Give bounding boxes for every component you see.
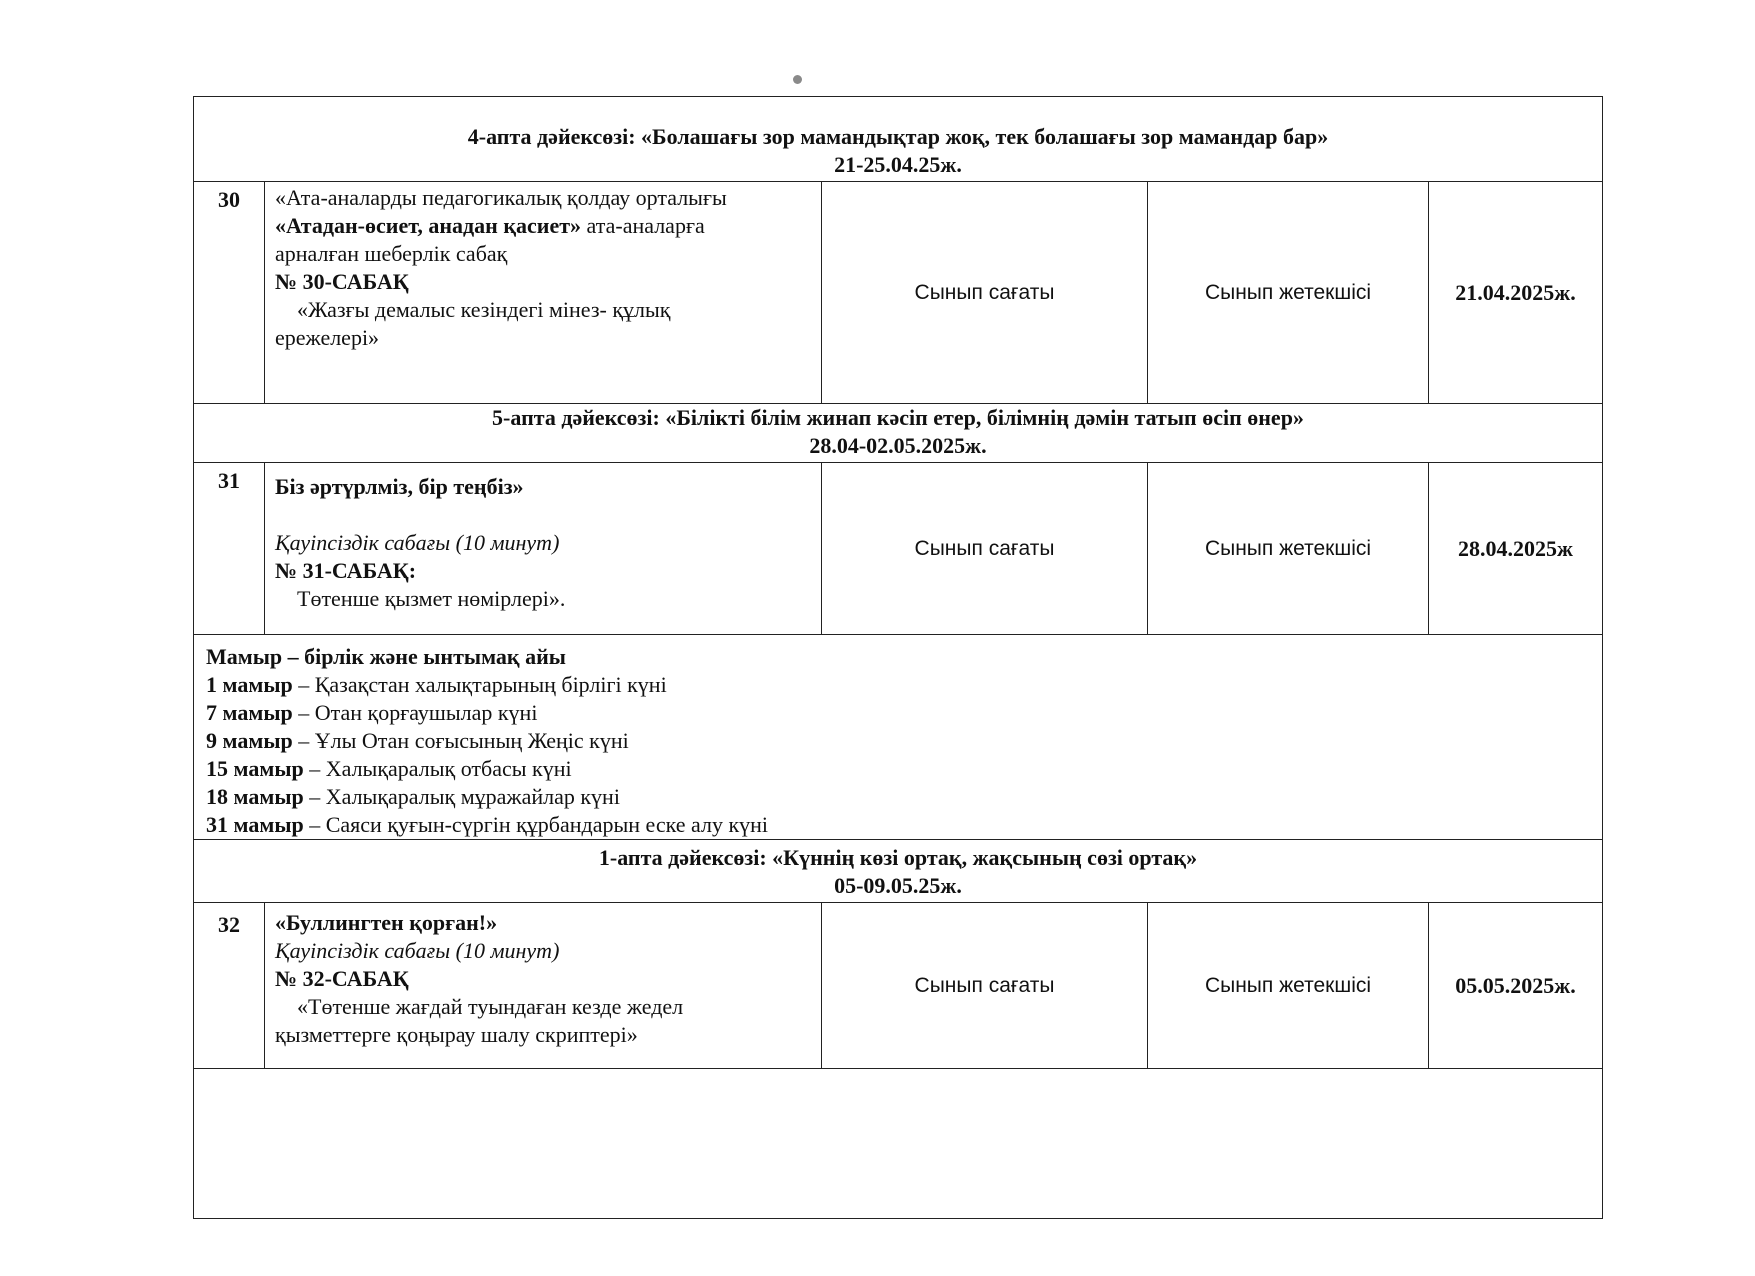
lesson-title: «Буллингтен қорған!» (275, 910, 498, 935)
event-date: 21.04.2025ж. (1429, 182, 1603, 404)
lesson-number: № 32-САБАҚ (275, 966, 409, 991)
lesson-number: № 30-САБАҚ (275, 269, 409, 294)
month-row (194, 635, 1603, 840)
week-dates: 21-25.04.25ж. (834, 152, 962, 177)
month-day-line (206, 783, 1590, 811)
lesson-line: ережелері» (275, 325, 380, 350)
empty-cell (194, 1069, 1603, 1219)
day-label: 7 мамыр (206, 700, 293, 725)
row-number: 31 (194, 463, 265, 635)
day-text: – Халықаралық мұражайлар күні (303, 784, 620, 809)
lesson-line: арналған шеберлік сабақ (275, 241, 508, 266)
responsible: Сынып жетекшісі (1148, 903, 1429, 1069)
week-header-row (194, 404, 1603, 463)
lesson-title-cell (265, 463, 822, 635)
week-header-row (194, 840, 1603, 903)
week-dates: 28.04-02.05.2025ж. (809, 433, 987, 458)
event-type: Сынып сағаты (822, 903, 1148, 1069)
month-title: Мамыр – бірлік және ынтымақ айы (206, 644, 566, 669)
month-day-line (206, 755, 1590, 783)
lesson-subtitle: Қауіпсіздік сабағы (10 минут) (275, 938, 560, 963)
lesson-topic: «Төтенше жағдай туындаған кезде жедел (297, 994, 684, 1019)
day-label: 1 мамыр (206, 672, 293, 697)
week-header-cell (194, 840, 1603, 903)
lesson-title: Біз әртүрлміз, бір теңбіз» (275, 474, 524, 499)
row-number: 30 (194, 182, 265, 404)
day-text: – Қазақстан халықтарының бірлігі күні (292, 672, 667, 697)
responsible: Сынып жетекшісі (1148, 463, 1429, 635)
event-date: 28.04.2025ж (1429, 463, 1603, 635)
day-text: – Ұлы Отан соғысының Жеңіс күні (292, 728, 629, 753)
schedule-table (193, 96, 1603, 1219)
month-day-line (206, 671, 1590, 699)
day-label: 9 мамыр (206, 728, 293, 753)
event-type: Сынып сағаты (822, 182, 1148, 404)
table-row (194, 463, 1603, 635)
empty-row (194, 1069, 1603, 1219)
day-label: 18 мамыр (206, 784, 304, 809)
row-number: 32 (194, 903, 265, 1069)
table-row (194, 903, 1603, 1069)
day-text: – Халықаралық отбасы күні (303, 756, 572, 781)
lesson-line (275, 212, 813, 240)
responsible: Сынып жетекшісі (1148, 182, 1429, 404)
day-label: 15 мамыр (206, 756, 304, 781)
lesson-topic: Төтенше қызмет нөмірлері». (297, 586, 566, 611)
lesson-title-cell (265, 903, 822, 1069)
week-quote: 5-апта дәйексөзі: «Білікті білім жинап кәсіп етер, білімнің дәмін татып өсіп өнер» (492, 405, 1304, 430)
lesson-title-cell (265, 182, 822, 404)
lesson-number: № 31-САБАҚ: (275, 558, 417, 583)
week-quote: 1-апта дәйексөзі: «Күннің көзі ортақ, жақсының сөзі ортақ» (598, 845, 1198, 870)
month-day-line (206, 811, 1590, 839)
lesson-topic: «Жазғы демалыс кезіндегі мінез- құлық (297, 297, 671, 322)
week-header-row (194, 97, 1603, 182)
month-day-line (206, 699, 1590, 727)
lesson-line-rest: ата-аналарға (581, 213, 705, 238)
lesson-line: «Ата-аналарды педагогикалық қолдау орталығы (275, 185, 727, 210)
lesson-line-bold: «Атадан-өсиет, анадан қасиет» (275, 213, 582, 238)
day-label: 31 мамыр (206, 812, 304, 837)
scan-dot (793, 75, 802, 84)
day-text: – Саяси қуғын-сүргін құрбандарын еске алу күні (303, 812, 769, 837)
week-header-cell (194, 97, 1603, 182)
week-quote: 4-апта дәйексөзі: «Болашағы зор мамандықтар жоқ, тек болашағы зор мамандар бар» (467, 124, 1329, 149)
lesson-line: қызметтерге қоңырау шалу скриптері» (275, 1022, 638, 1047)
event-type: Сынып сағаты (822, 463, 1148, 635)
day-text: – Отан қорғаушылар күні (292, 700, 538, 725)
week-dates: 05-09.05.25ж. (834, 873, 962, 898)
event-date: 05.05.2025ж. (1429, 903, 1603, 1069)
table-row (194, 182, 1603, 404)
lesson-subtitle: Қауіпсіздік сабағы (10 минут) (275, 530, 560, 555)
month-day-line (206, 727, 1590, 755)
week-header-cell (194, 404, 1603, 463)
month-cell (194, 635, 1603, 840)
blank-line (275, 501, 813, 529)
